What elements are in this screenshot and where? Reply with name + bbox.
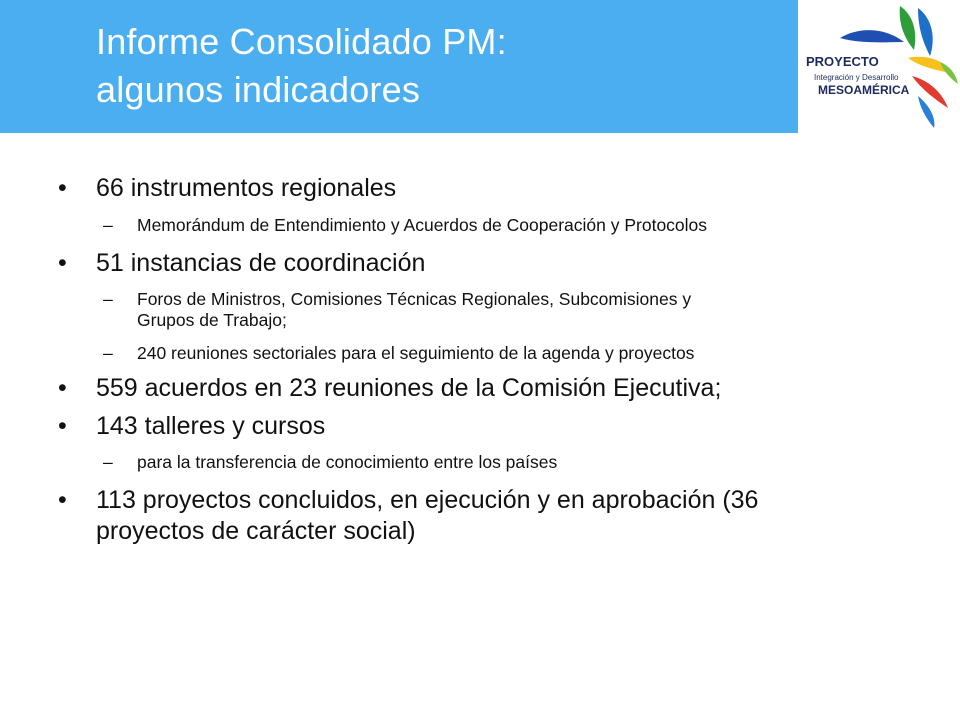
- slide-title-line-1: Informe Consolidado PM:: [96, 21, 507, 62]
- logo-text-mesoamerica: MESOAMÉRICA: [818, 83, 910, 97]
- bullet-instancias: 51 instancias de coordinación: [96, 249, 426, 277]
- sub-memorandum: Memorándum de Entendimiento y Acuerdos de Cooperación y Protocolos: [137, 215, 708, 235]
- sub-transferencia: para la transferencia de conocimiento entre los países: [137, 452, 558, 472]
- bullet-marker: •: [58, 374, 67, 402]
- bullet-acuerdos: 559 acuerdos en 23 reuniones de la Comisión Ejecutiva;: [96, 374, 722, 402]
- bullet-marker: •: [58, 486, 67, 514]
- logo-text-proyecto: PROYECTO: [806, 54, 879, 69]
- dash-marker: –: [103, 452, 113, 472]
- bullet-marker: •: [58, 249, 67, 277]
- logo-text-integracion: Integración y Desarrollo: [814, 73, 899, 82]
- sub-foros-line-2: Grupos de Trabajo;: [137, 310, 287, 330]
- dash-marker: –: [103, 343, 113, 363]
- slide-title-line-2: algunos indicadores: [96, 69, 421, 110]
- bullet-instrumentos: 66 instrumentos regionales: [96, 174, 397, 202]
- bullet-marker: •: [58, 412, 67, 440]
- bullet-proyectos-line-1: 113 proyectos concluidos, en ejecución y en aprobación (36: [96, 486, 759, 514]
- bullet-marker: •: [58, 174, 67, 202]
- sub-reuniones-sectoriales: 240 reuniones sectoriales para el seguimiento de la agenda y proyectos: [137, 343, 695, 363]
- sub-foros-line-1: Foros de Ministros, Comisiones Técnicas Regionales, Subcomisiones y: [137, 289, 692, 309]
- bullet-talleres: 143 talleres y cursos: [96, 412, 326, 440]
- dash-marker: –: [103, 289, 113, 309]
- dash-marker: –: [103, 215, 113, 235]
- bullet-proyectos-line-2: proyectos de carácter social): [96, 517, 416, 545]
